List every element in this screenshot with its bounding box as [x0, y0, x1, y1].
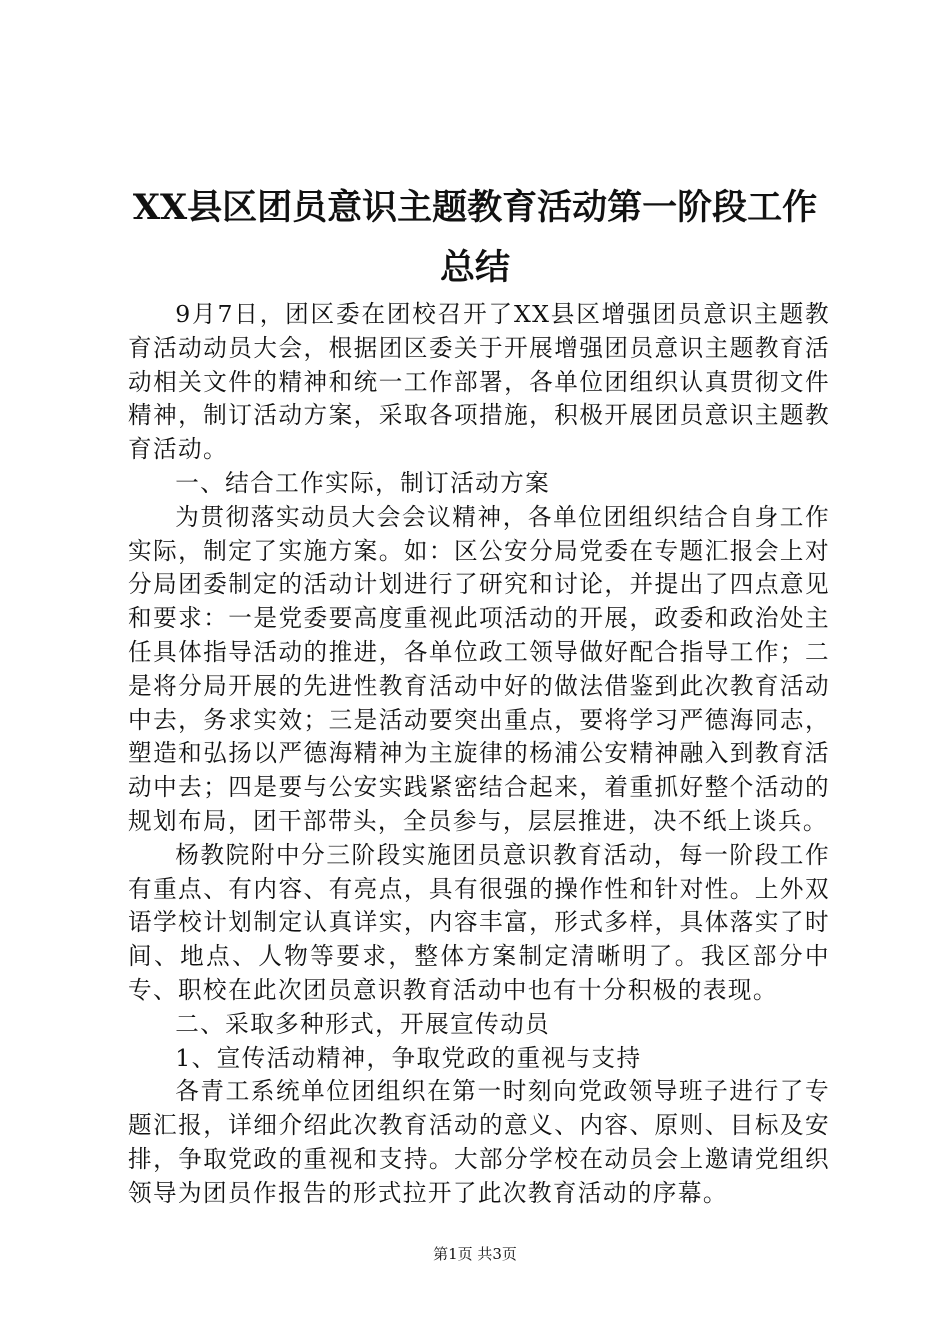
page-footer: 第1页 共3页 [433, 1245, 517, 1263]
document-body [128, 298, 830, 1211]
section-heading-2: 二、采取多种形式，开展宣传动员 [175, 1009, 551, 1038]
subsection-heading-2-1: 1、宣传活动精神，争取党政的重视与支持 [175, 1043, 642, 1072]
paragraph-section-1: 为贯彻落实动员大会会议精神，各单位团组织结合自身工作实际，制定了实施方案。如：区公安分局党委在专题汇报会上对分局团委制定的活动计划进行了研究和讨论，并提出了四点意见和要求：一是党委要高度重视此项活动的开展，政委和政治处主任具体指导活动的推进，各单位政工领导做好配合指导工作；二是将分局开展的先进性教育活动中好的做法借鉴到此次教育活动中去，务求实效；三是活动要突出重点，要将学习严德海同志，塑造和弘扬以严德海精神为主旋律的杨浦公安精神融入到教育活动中去；四是要与公安实践紧密结合起来，着重抓好整个活动的规划布局，团干部带头，全员参与，层层推进，决不纸上谈兵。 [128, 502, 830, 835]
paragraph-section-2-1: 各青工系统单位团组织在第一时刻向党政领导班子进行了专题汇报，详细介绍此次教育活动的意义、内容、原则、目标及安排，争取党政的重视和支持。大部分学校在动员会上邀请党组织领导为团员作报告的形式拉开了此次教育活动的序幕。 [128, 1077, 830, 1207]
section-heading-1: 一、结合工作实际，制订活动方案 [175, 468, 551, 497]
document-title: XX县区团员意识主题教育活动第一阶段工作总结 [132, 187, 818, 288]
paragraph-section-1-cont: 杨教院附中分三阶段实施团员意识教育活动，每一阶段工作有重点、有内容、有亮点，具有很强的操作性和针对性。上外双语学校计划制定认真详实，内容丰富，形式多样，具体落实了时间、地点、人物等要求，整体方案制定清晰明了。我区部分中专、职校在此次团员意识教育活动中也有十分积极的表现。 [128, 840, 830, 1004]
paragraph-intro: 9月7日，团区委在团校召开了XX县区增强团员意识主题教育活动动员大会，根据团区委关于开展增强团员意识主题教育活动相关文件的精神和统一工作部署，各单位团组织认真贯彻文件精神，制订活动方案，采取各项措施，积极开展团员意识主题教育活动。 [128, 300, 830, 464]
